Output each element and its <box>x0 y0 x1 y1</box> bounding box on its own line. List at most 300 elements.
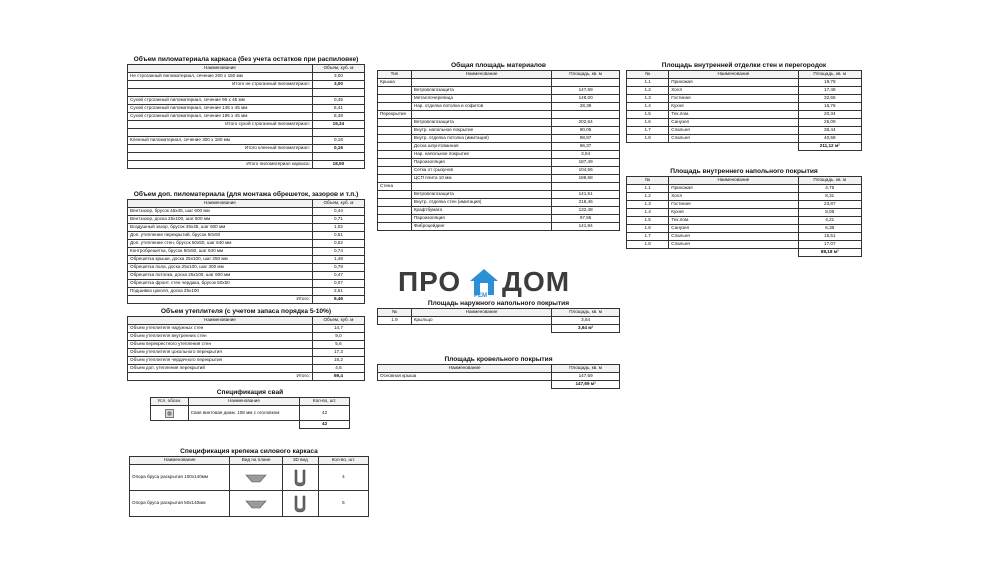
table-row <box>128 232 365 240</box>
table-cell <box>378 95 412 103</box>
table-cell: 141,51 <box>552 191 620 199</box>
table-cell <box>378 127 412 135</box>
table-cell: 187,49 <box>552 159 620 167</box>
table-row <box>128 224 365 232</box>
table-cell: Спальня <box>669 135 798 143</box>
col-header: № <box>378 309 412 317</box>
table-cell: Объем утеплителя внутренних стен <box>128 333 313 341</box>
table-row <box>378 87 620 95</box>
table-cell: Крафтбумага <box>411 207 551 215</box>
table-row <box>627 119 862 127</box>
table-cell: 0,07 <box>312 280 364 288</box>
table-cell <box>378 175 412 183</box>
house-icon <box>469 268 499 296</box>
table-row <box>378 167 620 175</box>
table-cell: Сухой строганный пиломатериал, сечение 145 х 45 мм <box>128 105 313 113</box>
table-row <box>378 103 620 111</box>
piles-title: Спецификация свай <box>216 389 284 396</box>
logo-text-left: ПРО <box>398 266 462 297</box>
walls-finish-table <box>626 70 862 151</box>
table-cell: Прихожая <box>669 185 798 193</box>
table-cell <box>378 87 412 95</box>
table-cell: 20,34 <box>798 111 861 119</box>
table-row <box>378 159 620 167</box>
walls-finish-section <box>626 61 862 151</box>
table-cell: Не строганный пиломатериал, сечение 200 х 150 мм <box>128 73 313 81</box>
table-row <box>627 209 862 217</box>
table-cell: 0,71 <box>312 216 364 224</box>
table-cell: Сетка от грызунов <box>411 167 551 175</box>
table-cell: Ветровлагозащита <box>411 119 551 127</box>
col-header: Наименование <box>128 317 313 325</box>
table-cell: 1.2 <box>627 193 669 201</box>
table-cell: 0,62 <box>312 240 364 248</box>
fasteners-section <box>129 447 369 517</box>
table-cell: Обрешетка потолка, доска 25х100, шаг 600 мм <box>128 272 313 280</box>
table-cell: 0,45 <box>312 97 364 105</box>
table-cell: 38,44 <box>798 127 861 135</box>
table-row <box>128 137 365 145</box>
table-row <box>128 113 365 121</box>
table-cell: 15,34 <box>312 121 364 129</box>
table-cell: Итого клееный пиломатериал: <box>128 145 313 153</box>
table-cell: Клееный пиломатериал, сечение 300 х 180 мм <box>128 137 313 145</box>
insulation-table <box>127 316 365 381</box>
table-cell: 18,2 <box>312 357 364 365</box>
table-cell: Итого: <box>128 296 313 304</box>
table-cell: 0,44 <box>312 208 364 216</box>
pro-dom-logo <box>398 266 571 302</box>
table-row <box>378 215 620 223</box>
table-cell: Итого пиломатериал каркаса: <box>128 161 313 169</box>
table-cell <box>378 167 412 175</box>
table-cell: Пароизоляция <box>411 159 551 167</box>
col-header: № <box>627 177 669 185</box>
plan-view-icon <box>230 465 283 491</box>
table-cell: ЦСП плита 10 мм <box>411 175 551 183</box>
table-cell: Объем утеплителя наружных стен <box>128 325 313 333</box>
table-cell: 1.4 <box>627 103 669 111</box>
table-cell: 0,16 <box>312 137 364 145</box>
table-cell: 1.2 <box>627 87 669 95</box>
table-cell: 1.5 <box>627 111 669 119</box>
table-row <box>378 175 620 183</box>
table-cell: Свая винтовая диам. 108 мм с оголовком <box>188 406 299 421</box>
table-cell: 1.7 <box>627 127 669 135</box>
table-row <box>128 97 365 105</box>
table-row <box>128 264 365 272</box>
table-row <box>378 79 620 87</box>
col-header: Наименование <box>130 457 230 465</box>
table-cell: Внутр. отделка потолка (имитация) <box>411 135 551 143</box>
table-cell: 147,69 <box>552 87 620 95</box>
table-cell: 8,48 <box>312 113 364 121</box>
table-cell: 148,00 <box>552 95 620 103</box>
table-cell: 0,78 <box>312 264 364 272</box>
table-row <box>378 135 620 143</box>
table-cell: 3,64 <box>552 151 620 159</box>
table-cell: Тех.пом. <box>669 111 798 119</box>
table-cell: 218,46 <box>552 199 620 207</box>
col-header: Площадь, кв. м <box>552 309 620 317</box>
table-cell: 4,75 <box>798 185 861 193</box>
table-row <box>378 143 620 151</box>
table-cell: 1.1 <box>627 185 669 193</box>
table-cell <box>378 119 412 127</box>
table-row <box>378 95 620 103</box>
table-cell: 42 <box>300 406 350 421</box>
table-cell <box>411 183 551 191</box>
table-row <box>128 296 365 304</box>
table-cell: 19,78 <box>798 79 861 87</box>
table-cell: 188,68 <box>552 175 620 183</box>
table-cell: 97,55 <box>552 215 620 223</box>
table-cell <box>128 153 313 161</box>
table-cell: Доп. утепление перекрытий, брусок 50х50 <box>128 232 313 240</box>
table-row <box>128 153 365 161</box>
col-header: Площадь, кв. м <box>798 71 861 79</box>
table-row <box>128 357 365 365</box>
table-cell: 17,3 <box>312 349 364 357</box>
table-row <box>627 193 862 201</box>
table-cell: Спальня <box>669 127 798 135</box>
table-cell <box>312 129 364 137</box>
table-row <box>128 240 365 248</box>
pile-symbol-icon <box>151 406 189 421</box>
table-cell: Итого не строганный пиломатериал: <box>128 81 313 89</box>
col-header: Наименование <box>411 71 551 79</box>
table-cell <box>378 159 412 167</box>
table-cell: Перекрытие <box>378 111 412 119</box>
table-row <box>128 288 365 296</box>
table-cell: 4 <box>318 465 368 491</box>
lumber-extra-title: Объем доп. пиломатериала (для монтажа обрешеток, зазоров и т.п.) <box>133 191 359 198</box>
table-cell: 88,87 <box>552 135 620 143</box>
table-cell: 6,38 <box>798 225 861 233</box>
col-header: Площадь, кв. м <box>798 177 861 185</box>
table-cell: Объем перекрестного утепления стен <box>128 341 313 349</box>
table-row <box>128 81 365 89</box>
table-cell: 14,7 <box>312 325 364 333</box>
plan-view-icon <box>230 491 283 517</box>
total-cell: 88,18 м² <box>798 249 861 257</box>
lumber-main-table <box>127 64 365 169</box>
piles-table <box>150 397 350 429</box>
total-cell: 3,64 м² <box>552 325 620 333</box>
col-header: Объем, куб. м <box>312 317 364 325</box>
table-row <box>128 256 365 264</box>
table-cell: Сухой строганный пиломатериал, сечение 95 х 45 мм <box>128 97 313 105</box>
table-row <box>627 249 862 257</box>
table-cell: 69,4 <box>312 373 364 381</box>
table-row <box>378 199 620 207</box>
lumber-main-section <box>127 55 365 169</box>
table-cell: Санузел <box>669 225 798 233</box>
table-row <box>627 225 862 233</box>
table-cell: 18,50 <box>312 161 364 169</box>
table-row <box>378 223 620 231</box>
table-cell: 6,41 <box>312 105 364 113</box>
materials-area-title: Общая площадь материалов <box>451 62 546 69</box>
table-row <box>128 161 365 169</box>
table-cell: 1.3 <box>627 95 669 103</box>
table-row <box>128 105 365 113</box>
table-cell: 132,48 <box>552 207 620 215</box>
table-cell <box>378 191 412 199</box>
table-row <box>378 381 620 389</box>
table-cell: 5 <box>318 491 368 517</box>
table-row <box>130 465 369 491</box>
table-cell <box>378 223 412 231</box>
table-cell: Доп. утепление стен, брусок 50х50, шаг 640 мм <box>128 240 313 248</box>
table-cell: 1.8 <box>627 241 669 249</box>
table-cell: Холл <box>669 87 798 95</box>
table-cell: Контробрешетка, брусок 50х50, шаг 640 мм <box>128 248 313 256</box>
outdoor-floor-table <box>377 308 620 333</box>
col-header: № <box>627 71 669 79</box>
col-header: Объем, куб. м <box>312 65 364 73</box>
table-cell: 17,07 <box>798 241 861 249</box>
table-cell: 1.6 <box>627 225 669 233</box>
roof-area-section <box>377 355 620 389</box>
table-cell <box>378 135 412 143</box>
table-cell: Прихожая <box>669 79 798 87</box>
fasteners-title: Спецификация крепежа силового каркаса <box>180 448 318 455</box>
table-cell: Гостиная <box>669 95 798 103</box>
table-row <box>627 127 862 135</box>
lumber-extra-section <box>127 190 365 304</box>
table-cell: Внутр. отделка стен (имитация) <box>411 199 551 207</box>
table-cell: Нар. напольное покрытие <box>411 151 551 159</box>
col-header: Площадь, кв. м <box>552 365 620 373</box>
table-row <box>627 103 862 111</box>
total-cell: 211,12 м² <box>798 143 861 151</box>
table-row <box>128 280 365 288</box>
total-cell: 147,69 м² <box>552 381 620 389</box>
table-cell: 1.9 <box>378 317 412 325</box>
table-cell <box>312 153 364 161</box>
table-cell <box>411 79 551 87</box>
table-row <box>151 421 350 429</box>
table-row <box>128 129 365 137</box>
table-cell: Обрешетка крыши, доска 25х100, шаг 250 мм <box>128 256 313 264</box>
table-row <box>378 317 620 325</box>
table-row <box>627 201 862 209</box>
table-row <box>627 241 862 249</box>
table-cell: Стена <box>378 183 412 191</box>
piles-section <box>150 388 350 429</box>
logo-text-right: ДОМ <box>502 266 571 297</box>
table-cell: 0,74 <box>312 248 364 256</box>
table-cell: 16,76 <box>798 103 861 111</box>
table-cell <box>128 89 313 97</box>
table-cell: Доска шпунтованная <box>411 143 551 151</box>
table-row <box>128 365 365 373</box>
table-cell: Ветровлагозащита <box>411 191 551 199</box>
col-header: Наименование <box>188 398 299 406</box>
inner-floor-section <box>626 167 862 257</box>
table-cell: Спальня <box>669 241 798 249</box>
table-row <box>378 183 620 191</box>
table-row <box>128 333 365 341</box>
table-cell: Санузел <box>669 119 798 127</box>
fasteners-table <box>129 456 369 517</box>
table-cell: Объем утеплителя чердачного перекрытия <box>128 357 313 365</box>
col-header: Тип <box>378 71 412 79</box>
insulation-section <box>127 307 365 381</box>
table-cell: 9,46 <box>312 296 364 304</box>
table-cell: 17,48 <box>798 87 861 95</box>
table-cell <box>411 111 551 119</box>
table-cell: Спальня <box>669 233 798 241</box>
col-header: Наименование <box>669 71 798 79</box>
materials-area-table <box>377 70 620 231</box>
table-cell: 104,56 <box>552 167 620 175</box>
table-cell: 8,31 <box>798 193 861 201</box>
table-cell <box>378 151 412 159</box>
table-row <box>378 191 620 199</box>
table-row <box>128 248 365 256</box>
table-cell: Объем утеплителя цокольного перекрытия <box>128 349 313 357</box>
table-row <box>128 145 365 153</box>
table-cell: Металлочерепица <box>411 95 551 103</box>
table-cell: 4,21 <box>798 217 861 225</box>
table-cell: 0,16 <box>312 145 364 153</box>
table-cell: 4,6 <box>312 365 364 373</box>
table-row <box>128 208 365 216</box>
lumber-main-title: Объем пиломатериала каркаса (без учета остатков при распиловке) <box>133 56 359 63</box>
col-header: Площадь, кв. м <box>552 71 620 79</box>
table-cell: Итого: <box>128 373 313 381</box>
table-cell: 1,48 <box>312 256 364 264</box>
table-cell: 1.6 <box>627 119 669 127</box>
table-cell: 9,0 <box>312 333 364 341</box>
table-cell: Ветровлагозащита <box>411 87 551 95</box>
table-row <box>627 143 862 151</box>
table-cell: 96,37 <box>552 143 620 151</box>
table-cell: Воздушный зазор, брусок 45х45, шаг 600 мм <box>128 224 313 232</box>
table-cell: 28,39 <box>552 103 620 111</box>
table-cell: 1.4 <box>627 209 669 217</box>
table-cell: Опора бруса раскрытая 100х140мм <box>130 465 230 491</box>
table-cell: 3,64 <box>552 317 620 325</box>
col-header: Наименование <box>378 365 552 373</box>
table-cell: Тех.пом. <box>669 217 798 225</box>
table-cell: Итого сухой строганный пиломатериал: <box>128 121 313 129</box>
table-cell: 3,00 <box>312 73 364 81</box>
table-row <box>378 325 620 333</box>
table-row <box>627 79 862 87</box>
table-cell: Обрешетка пола, доска 25х100, шаг 300 мм <box>128 264 313 272</box>
table-row <box>627 135 862 143</box>
table-row <box>378 151 620 159</box>
insulation-title: Объем утеплителя (с учетом запаса порядка 5-10%) <box>160 308 332 315</box>
table-row <box>128 272 365 280</box>
table-cell <box>378 143 412 151</box>
table-cell: 8,08 <box>798 209 861 217</box>
roof-area-title: Площадь кровельного покрытия <box>444 356 553 363</box>
table-cell: 90,05 <box>552 127 620 135</box>
table-row <box>378 207 620 215</box>
table-cell <box>552 111 620 119</box>
col-header: Кол-во, шт. <box>300 398 350 406</box>
inner-floor-table <box>626 176 862 257</box>
table-cell: Фиброцейдинг <box>411 223 551 231</box>
table-cell: Внутр. напольное покрытие <box>411 127 551 135</box>
col-header: Наименование <box>411 309 551 317</box>
table-cell: 23,87 <box>798 201 861 209</box>
table-cell: 5,6 <box>312 341 364 349</box>
table-cell: 15,51 <box>798 233 861 241</box>
table-cell: 1.5 <box>627 217 669 225</box>
table-row <box>128 89 365 97</box>
table-cell: Холл <box>669 193 798 201</box>
table-row <box>128 349 365 357</box>
table-cell: Нар. отделка потолка и софитов <box>411 103 551 111</box>
col-header: Наименование <box>669 177 798 185</box>
table-row <box>128 341 365 349</box>
total-cell: 42 <box>300 421 350 429</box>
table-cell: 25,09 <box>798 119 861 127</box>
table-cell: Подшивка цоколя, доска 25х100 <box>128 288 313 296</box>
table-cell <box>312 89 364 97</box>
table-row <box>378 373 620 381</box>
table-cell: 3,00 <box>312 81 364 89</box>
table-cell: 1.3 <box>627 201 669 209</box>
table-cell: 32,65 <box>798 95 861 103</box>
table-cell: Кухня <box>669 209 798 217</box>
table-cell: 202,64 <box>552 119 620 127</box>
table-row <box>627 95 862 103</box>
table-cell: 0,47 <box>312 272 364 280</box>
table-cell: Крыльцо <box>411 317 551 325</box>
table-cell: Основная крыша <box>378 373 552 381</box>
table-row <box>130 491 369 517</box>
table-cell: 147,69 <box>552 373 620 381</box>
col-header: Вид на плане <box>230 457 283 465</box>
outdoor-floor-section <box>377 299 620 333</box>
table-cell: 1.1 <box>627 79 669 87</box>
col-header: 3D вид <box>282 457 318 465</box>
table-cell <box>378 207 412 215</box>
table-cell <box>378 199 412 207</box>
table-cell: Крыша <box>378 79 412 87</box>
col-header: Наименование <box>128 200 313 208</box>
table-cell: 0,51 <box>312 232 364 240</box>
table-row <box>128 325 365 333</box>
inner-floor-title: Площадь внутреннего напольного покрытия <box>670 168 818 175</box>
table-cell: 1.8 <box>627 135 669 143</box>
table-cell: Пароизоляция <box>411 215 551 223</box>
materials-area-section <box>377 61 620 231</box>
table-cell: 1,02 <box>312 224 364 232</box>
table-cell: Гостиная <box>669 201 798 209</box>
table-cell: Кухня <box>669 103 798 111</box>
table-row <box>128 121 365 129</box>
table-cell <box>378 215 412 223</box>
col-header: Наименование <box>128 65 313 73</box>
col-header: Усл. обозн. <box>151 398 189 406</box>
table-cell: 1.7 <box>627 233 669 241</box>
table-row <box>627 233 862 241</box>
walls-finish-title: Площадь внутренней отделки стен и перегородок <box>661 62 827 69</box>
bracket-3d-icon <box>282 491 318 517</box>
table-row <box>378 111 620 119</box>
logo-badge: РЕМ <box>474 293 488 299</box>
col-header: Объем, куб. м <box>312 200 364 208</box>
table-cell <box>128 129 313 137</box>
table-cell <box>552 183 620 191</box>
